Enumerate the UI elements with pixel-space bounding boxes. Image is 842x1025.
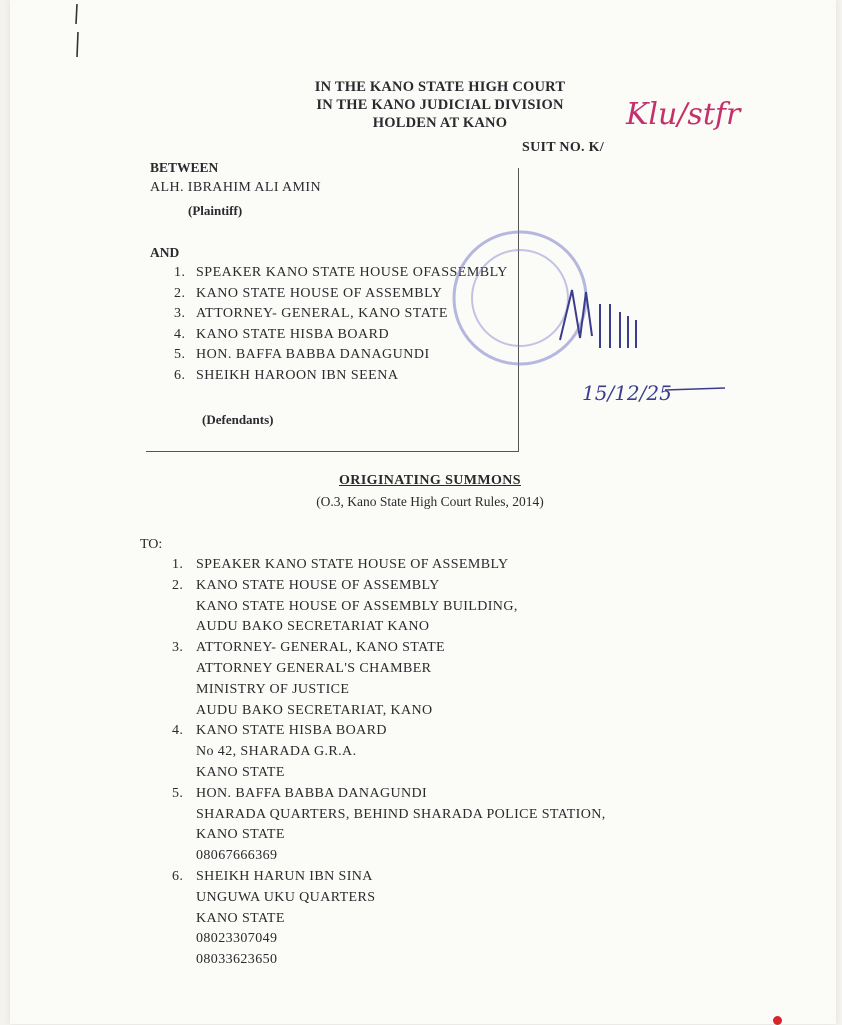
recipient-item [172, 867, 606, 971]
defendant-item-number: 1. [174, 265, 186, 280]
defendant-item-line: ASSEMBLY [430, 265, 508, 280]
recipient-item-line: HON. BAFFA BABBA DANAGUNDI [196, 785, 428, 801]
recipient-item-line: KANO STATE HOUSE OF ASSEMBLY BUILDING, [196, 598, 518, 614]
document-subtitle: (O.3, Kano State High Court Rules, 2014) [316, 494, 544, 509]
defendant-item-number: 6. [174, 367, 186, 383]
recipient-item-line: KANO STATE [196, 764, 285, 780]
recipient-item-text [196, 784, 606, 867]
defendant-item-text [196, 304, 448, 325]
recipient-item [172, 555, 606, 576]
date-underline [665, 388, 725, 390]
document-title: ORIGINATING SUMMONS [339, 473, 521, 488]
defendant-item-number: 4. [174, 326, 186, 342]
recipient-item-number: 5. [172, 785, 184, 801]
recipient-item-line: KANO STATE [196, 827, 285, 843]
stamp-outer-ring [454, 232, 586, 364]
defendant-item-line: HON. BAFFA BABBA DANAGUNDI [196, 347, 430, 362]
court-line-2: IN THE KANO JUDICIAL DIVISION [316, 97, 564, 113]
divider-horizontal [146, 451, 518, 452]
recipient-item [172, 638, 606, 721]
defendants-role: (Defendants) [202, 412, 274, 427]
recipient-item-text [196, 867, 375, 971]
suit-number: SUIT NO. K/ [522, 140, 605, 155]
recipient-item-line: KANO STATE HOUSE OF ASSEMBLY [196, 577, 440, 593]
court-line-3: HOLDEN AT KANO [372, 115, 508, 131]
recipient-item-text [196, 638, 445, 721]
court-header [200, 78, 680, 132]
court-stamp [440, 220, 730, 420]
recipient-item-line: KANO STATE HISBA BOARD [196, 723, 387, 739]
recipient-item-number: 3. [172, 640, 184, 656]
recipient-item-number: 2. [172, 577, 184, 593]
recipient-item-line: ATTORNEY GENERAL'S CHAMBER [196, 660, 432, 676]
defendant-item-number: 3. [174, 306, 186, 321]
recipient-item-text [196, 721, 387, 783]
recipient-item [172, 721, 606, 783]
recipient-item-line: KANO STATE [196, 910, 285, 926]
recipient-item-line: MINISTRY OF JUSTICE [196, 681, 350, 697]
recipient-item-number: 4. [172, 723, 184, 739]
recipient-item-line: SHARADA QUARTERS, BEHIND SHARADA POLICE STATION, [196, 806, 606, 822]
defendant-item-line: KANO STATE HOUSE OF ASSEMBLY [196, 285, 443, 301]
recipient-item-line: SHEIKH HARUN IBN SINA [196, 868, 373, 884]
stamp-date: 15/12/25 [582, 381, 672, 405]
defendant-item-text [196, 325, 389, 346]
defendant-item-number: 2. [174, 285, 186, 301]
recipient-item-line: AUDU BAKO SECRETARIAT KANO [196, 619, 430, 635]
edge-mark [72, 2, 82, 62]
defendant-item-number: 5. [174, 347, 186, 362]
recipient-item-line: No 42, SHARADA G.R.A. [196, 744, 357, 760]
recipient-item-text [196, 576, 518, 638]
handwritten-suit-number [622, 80, 772, 140]
recipient-item-line: UNGUWA UKU QUARTERS [196, 889, 376, 905]
recipient-item-number: 6. [172, 868, 184, 884]
recipient-item-line: 08023307049 [196, 931, 278, 947]
recipient-item [172, 784, 606, 867]
defendant-item-text [196, 284, 442, 305]
between-label: BETWEEN [150, 160, 219, 175]
court-line-1: IN THE KANO STATE HIGH COURT [314, 79, 566, 95]
to-label: TO: [140, 537, 163, 552]
recipient-item [172, 576, 606, 638]
recipient-item-number: 1. [172, 557, 184, 572]
defendant-item-line: SPEAKER KANO STATE HOUSE OF [196, 265, 431, 280]
stamp-inner-ring [472, 250, 568, 346]
recipient-item-line: 08033623650 [196, 952, 278, 968]
document-page [10, 0, 836, 1024]
recipient-item-line: ATTORNEY- GENERAL, KANO STATE [196, 640, 445, 656]
recipient-item-text [196, 555, 509, 576]
defendant-item-text [196, 345, 430, 366]
defendant-item-text [196, 366, 398, 387]
handwritten-suit-text: Klu/stfr [626, 97, 741, 132]
plaintiff-role: (Plaintiff) [188, 203, 243, 218]
plaintiff-name: ALH. IBRAHIM ALI AMIN [150, 180, 321, 195]
recipient-item-line: AUDU BAKO SECRETARIAT, KANO [196, 702, 433, 718]
recipients-list [172, 555, 606, 971]
and-label: AND [150, 245, 180, 260]
defendant-item-line: SHEIKH HAROON IBN SEENA [196, 367, 399, 383]
recipient-item-line: SPEAKER KANO STATE HOUSE OF ASSEMBLY [196, 557, 509, 572]
defendant-item-line: KANO STATE HISBA BOARD [196, 326, 390, 342]
defendant-item-line: ATTORNEY- GENERAL, KANO STATE [196, 306, 448, 321]
recipient-item-line: 08067666369 [196, 848, 278, 864]
